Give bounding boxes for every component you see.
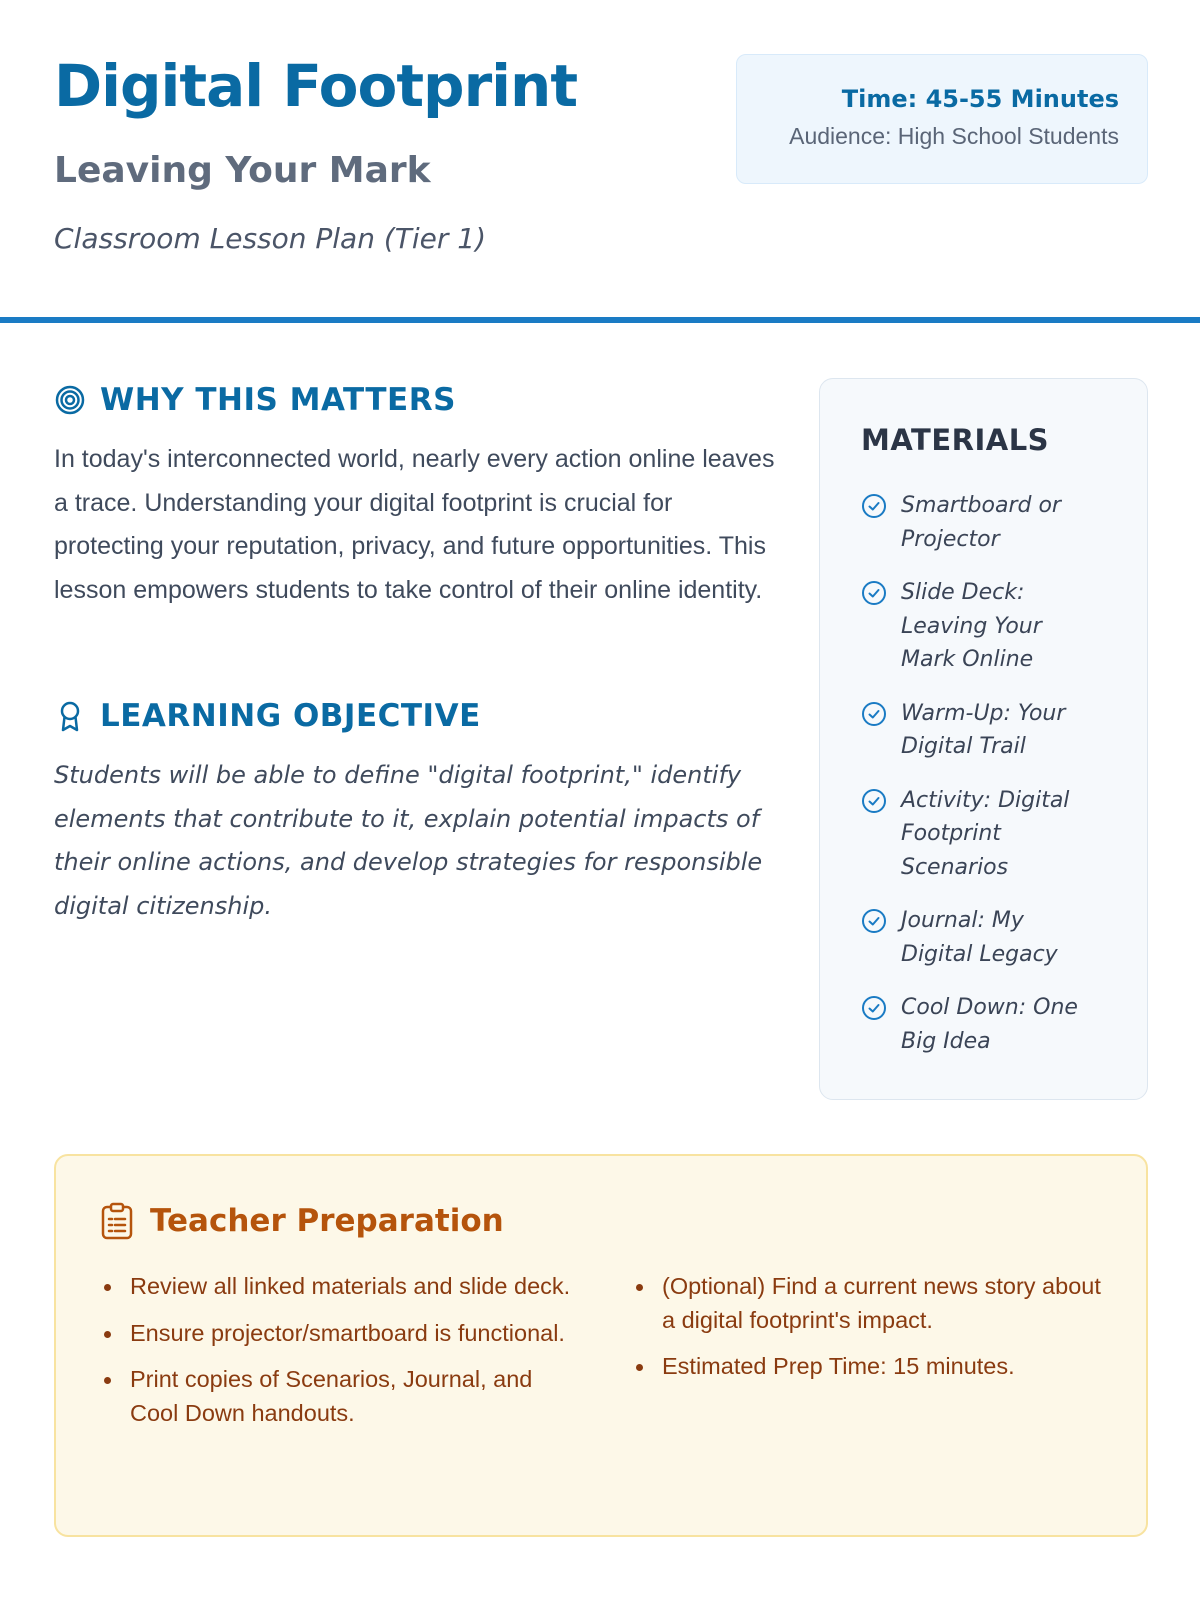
check-circle-icon — [861, 995, 887, 1021]
clipboard-icon — [100, 1202, 134, 1240]
materials-item-label: Activity: Digital Footprint Scenarios — [901, 787, 1070, 880]
teacher-preparation-panel — [54, 1154, 1148, 1537]
materials-item — [861, 991, 1127, 1058]
prep-list-left — [102, 1270, 582, 1443]
target-icon — [54, 384, 86, 416]
info-box — [736, 54, 1148, 184]
prep-item: (Optional) Find a current news story about a digital footprint's impact. — [634, 1270, 1114, 1337]
why-heading-label: WHY THIS MATTERS — [100, 382, 456, 418]
materials-item-label: Cool Down: One Big Idea — [901, 995, 1078, 1054]
prep-item: Print copies of Scenarios, Journal, and Cool Down handouts. — [102, 1363, 582, 1430]
prep-heading-label: Teacher Preparation — [150, 1203, 504, 1239]
materials-item-label: Journal: My Digital Legacy — [901, 908, 1058, 967]
why-text: In today's interconnected world, nearly every action online leaves a trace. Understanding your digital footprint is crucial for protecting your reputation, privacy, and future opportunities. This lesson empowers students to take control of their online identity. — [54, 445, 775, 604]
materials-list — [861, 489, 1127, 1058]
objective-text: Students will be able to define "digital footprint," identify elements that contribute to it, explain potential impacts of their online actions, and develop strategies for responsible digital citizenship. — [54, 761, 763, 920]
materials-item-label: Smartboard or Projector — [901, 493, 1061, 552]
header-divider — [0, 317, 1200, 323]
materials-heading: MATERIALS — [861, 423, 1050, 457]
materials-item — [861, 576, 1127, 677]
check-circle-icon — [861, 580, 887, 606]
check-circle-icon — [861, 493, 887, 519]
page-title: Digital Footprint — [54, 52, 578, 120]
check-circle-icon — [861, 701, 887, 727]
materials-item — [861, 784, 1127, 885]
prep-item: Ensure projector/smartboard is functional. — [102, 1317, 582, 1351]
materials-item — [861, 697, 1127, 764]
prep-list-right — [634, 1270, 1114, 1397]
materials-item — [861, 904, 1127, 971]
award-ribbon-icon — [54, 700, 86, 732]
check-circle-icon — [861, 908, 887, 934]
materials-item — [861, 489, 1127, 556]
page-subtitle: Leaving Your Mark — [54, 150, 431, 191]
lesson-tier: Classroom Lesson Plan (Tier 1) — [54, 222, 487, 255]
materials-item-label: Warm-Up: Your Digital Trail — [901, 700, 1066, 759]
header — [0, 0, 1200, 324]
objective-heading-label: LEARNING OBJECTIVE — [100, 698, 481, 734]
lesson-time: Time: 45-55 Minutes — [841, 85, 1119, 113]
materials-panel — [819, 378, 1148, 1100]
why-heading — [54, 382, 456, 418]
lesson-audience: Audience: High School Students — [789, 123, 1119, 149]
prep-item: Review all linked materials and slide deck. — [102, 1270, 582, 1304]
objective-heading — [54, 698, 481, 734]
check-circle-icon — [861, 788, 887, 814]
prep-item: Estimated Prep Time: 15 minutes. — [634, 1350, 1114, 1384]
prep-heading — [100, 1202, 504, 1240]
materials-item-label: Slide Deck: Leaving Your Mark Online — [901, 580, 1042, 672]
